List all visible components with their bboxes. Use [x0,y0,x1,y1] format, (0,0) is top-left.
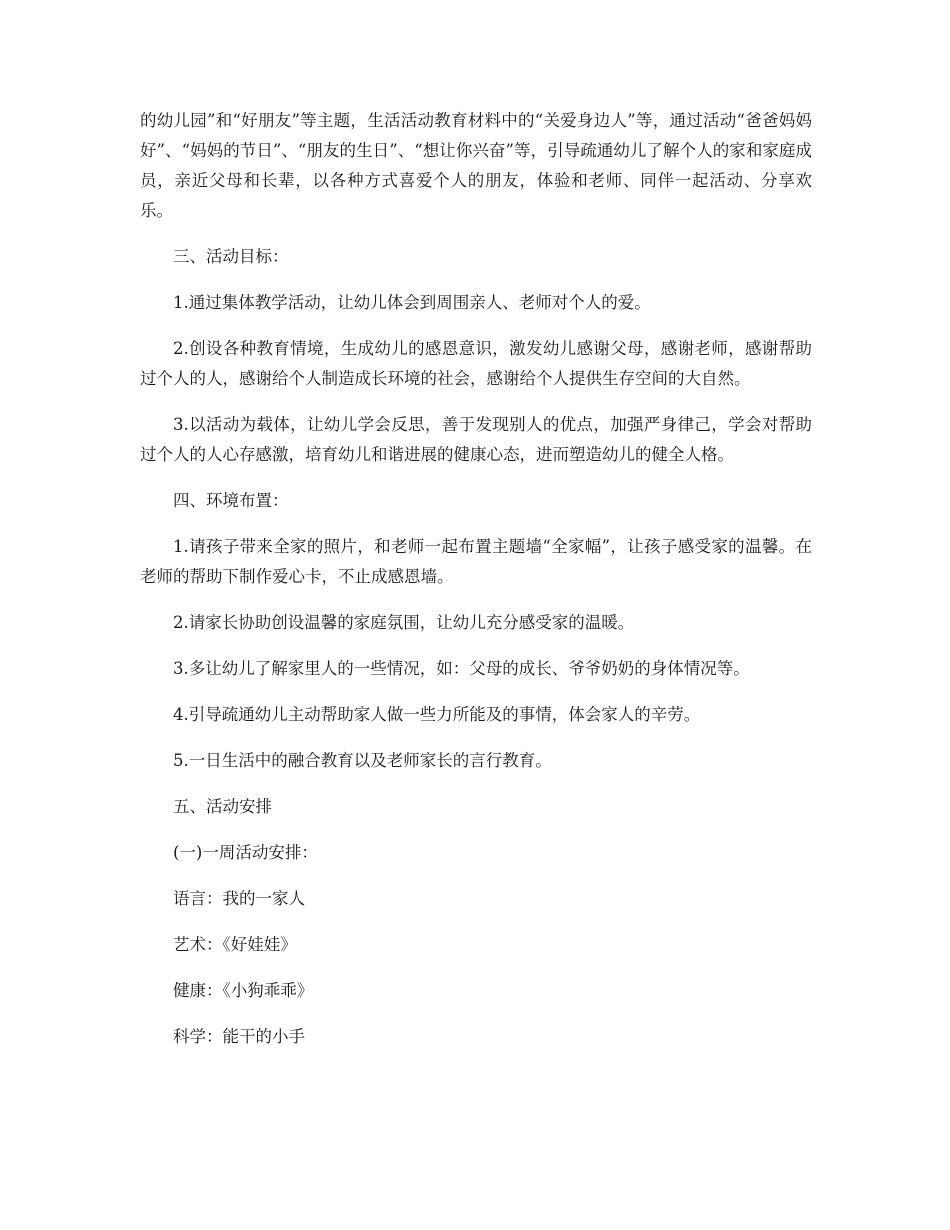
schedule-item-art: 艺术：《好娃娃》 [173,935,297,954]
environment-item-1: 1.请孩子带来全家的照片，和老师一起布置主题墙“全家幅”，让孩子感受家的温馨。在老师的帮助下制作爱心卡，不止成感恩墙。 [140,537,812,586]
environment-item-4: 4.引导疏通幼儿主动帮助家人做一些力所能及的事情，体会家人的辛劳。 [173,705,701,724]
heading-activity-goals: 三、活动目标： [173,247,289,266]
document-body [140,106,812,1068]
environment-item-2: 2.请家长协助创设温馨的家庭氛围，让幼儿充分感受家的温暖。 [173,613,635,632]
heading-environment-setup: 四、环境布置： [173,491,289,510]
goal-item-3: 3.以活动为载体，让幼儿学会反思，善于发现别人的优点，加强严身律己，学会对帮助过个人的人心存感激，培育幼儿和谐进展的健康心态，进而塑造幼儿的健全人格。 [140,415,812,464]
subheading-weekly-schedule: (一)一周活动安排： [173,843,318,862]
goal-item-1: 1.通过集体教学活动，让幼儿体会到周围亲人、老师对个人的爱。 [173,293,651,312]
heading-activity-schedule: 五、活动安排 [173,797,272,816]
schedule-item-language: 语言：我的一家人 [173,889,305,908]
environment-item-3: 3.多让幼儿了解家里人的一些情况，如：父母的成长、爷爷奶奶的身体情况等。 [173,659,750,678]
goal-item-2: 2.创设各种教育情境，生成幼儿的感恩意识，激发幼儿感谢父母，感谢老师，感谢帮助过个人的人，感谢给个人制造成长环境的社会，感谢给个人提供生存空间的大自然。 [140,339,812,388]
environment-item-5: 5.一日生活中的融合教育以及老师家长的言行教育。 [173,751,552,770]
schedule-item-science: 科学：能干的小手 [173,1027,305,1046]
paragraph-intro-continuation: 的幼儿园”和“好朋友”等主题，生活活动教育材料中的“关爱身边人”等，通过活动“爸爸妈妈好”、“妈妈的节日”、“朋友的生日”、“想让你兴奋”等，引导疏通幼儿了解个人的家和家庭成员，亲近父母和长辈，以各种方式喜爱个人的朋友，体验和老师、同伴一起活动、分享欢乐。 [140,111,812,220]
schedule-item-health: 健康：《小狗乖乖》 [173,981,314,1000]
